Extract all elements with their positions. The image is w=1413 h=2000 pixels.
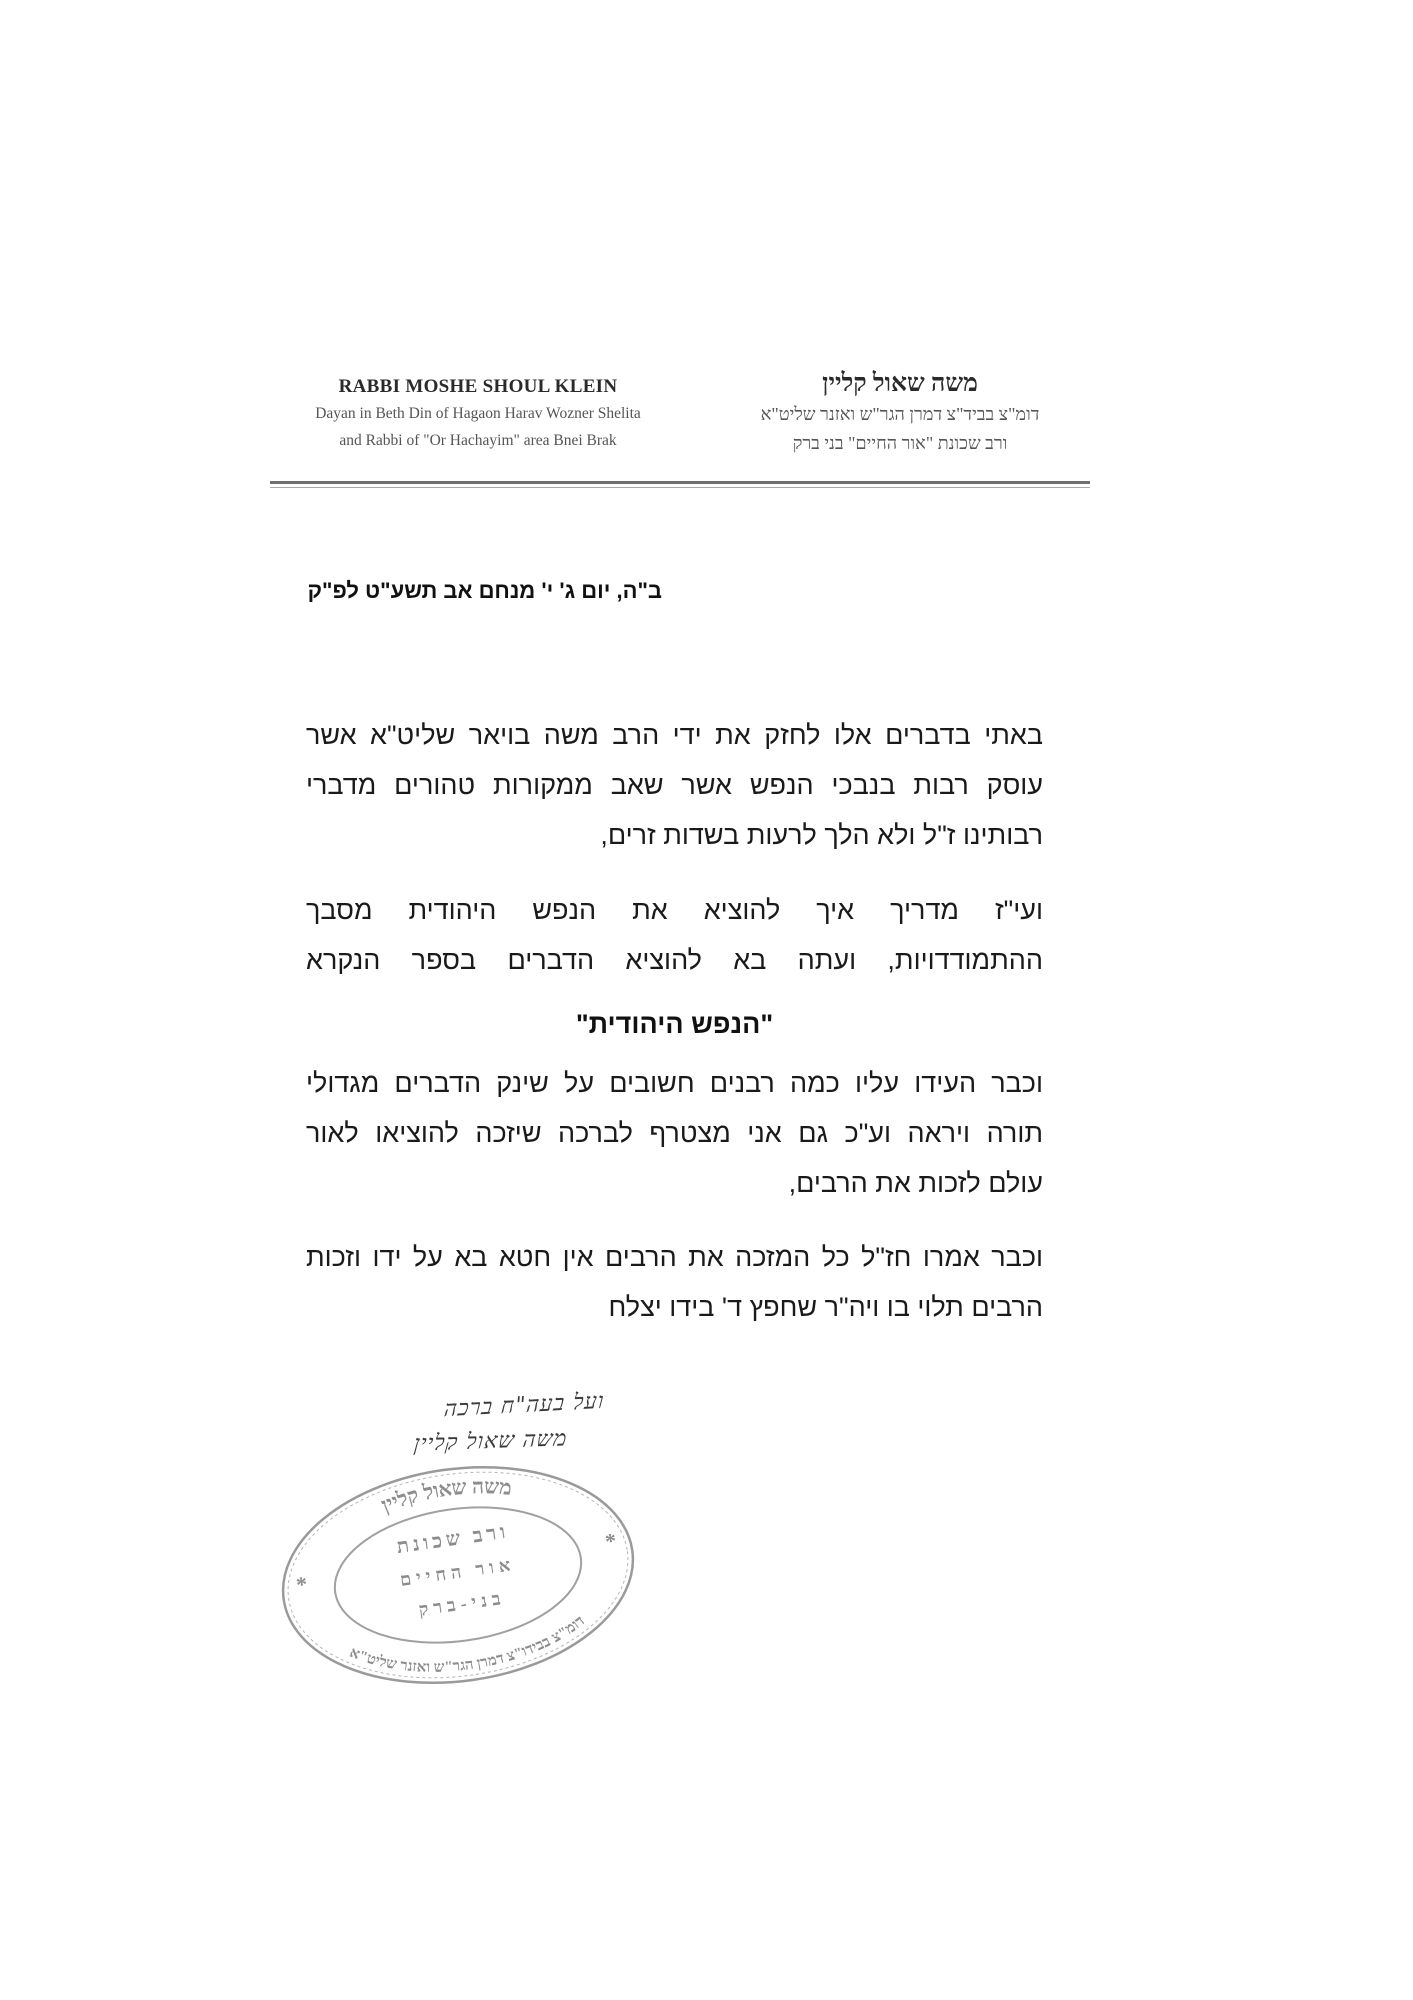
paragraph-line: עוסק רבות בנבכי הנפש אשר שאב ממקורות טהורים מדברי [306,770,1043,800]
letter-date: ב"ה, יום ג' י' מנחם אב תשע"ט לפ"ק [307,578,662,603]
paragraph-line: רבותינו ז"ל ולא הלך לרעות בשדות זרים, [600,820,1043,850]
letterhead-hebrew-name: משה שאול קליין [822,370,978,397]
paragraph-line: ועי"ז מדריך איך להוציא את הנפש היהודית מסבך [306,895,1043,925]
letterhead-hebrew-position: ורב שכונת "אור החיים" בני ברק [792,433,1008,453]
book-title: "הנפש היהודית" [575,1009,774,1039]
letterhead-hebrew [695,368,1105,458]
handwritten-signature: משה שאול קליין [412,1426,569,1457]
letterhead-english-name: RABBI MOSHE SHOUL KLEIN [338,376,618,397]
paragraph-2 [306,885,1043,985]
stamp-ring-top-label: משה שאול קליין [377,1473,513,1518]
stamp-inner-line-2: אור החיים [398,1554,517,1591]
paragraph-line: וכבר העידו עליו כמה רבנים חשובים על שינק הדברים מגדולי [306,1068,1043,1098]
letterhead-hebrew-title: דומ"צ בביד"צ דמרן הגר"ש ואזנר שליט"א [760,404,1040,424]
paragraph-3 [306,1058,1043,1208]
paragraph-line: ההתמודדויות, ועתה בא להוציא הדברים בספר הנקרא [306,945,1043,975]
stamp-inner-line-1: ורב שכונת [395,1520,511,1559]
stamp-inner-line-3: בני-ברק [417,1587,507,1620]
letterhead-divider-thin [270,487,1090,488]
paragraph-line: עולם לזכות את הרבים, [788,1168,1043,1198]
letterhead-english [278,374,678,454]
paragraph-line: באתי בדברים אלו לחזק את ידי הרב משה בויאר שליט"א אשר [306,720,1043,750]
paragraph-4 [306,1232,1043,1332]
stamp-star-left: * [294,1571,309,1598]
stamp-star-right: * [603,1527,618,1555]
rabbinical-stamp [268,1450,668,1700]
paragraph-line: הרבים תלוי בו ויה"ר שחפץ ד' בידו יצלח [608,1292,1043,1322]
paragraph-line: תורה ויראה וע"כ גם אני מצטרף לברכה שיזכה להוציאו לאור [306,1118,1043,1148]
letterhead-english-position: and Rabbi of "Or Hachayim" area Bnei Brak [339,432,617,449]
letterhead-divider [270,481,1090,484]
letterhead-english-title: Dayan in Beth Din of Hagaon Harav Wozner Shelita [315,405,641,422]
handwritten-blessing: ועל בעה"ח ברכה [442,1388,605,1423]
paragraph-line: וכבר אמרו חז"ל כל המזכה את הרבים אין חטא בא על ידו וזכות [306,1242,1043,1272]
stamp-ring-bottom-label: דומ"צ בבידו"צ דמרן הגר"ש ואזנר שליט"א [346,1613,589,1677]
paragraph-1 [306,710,1043,860]
